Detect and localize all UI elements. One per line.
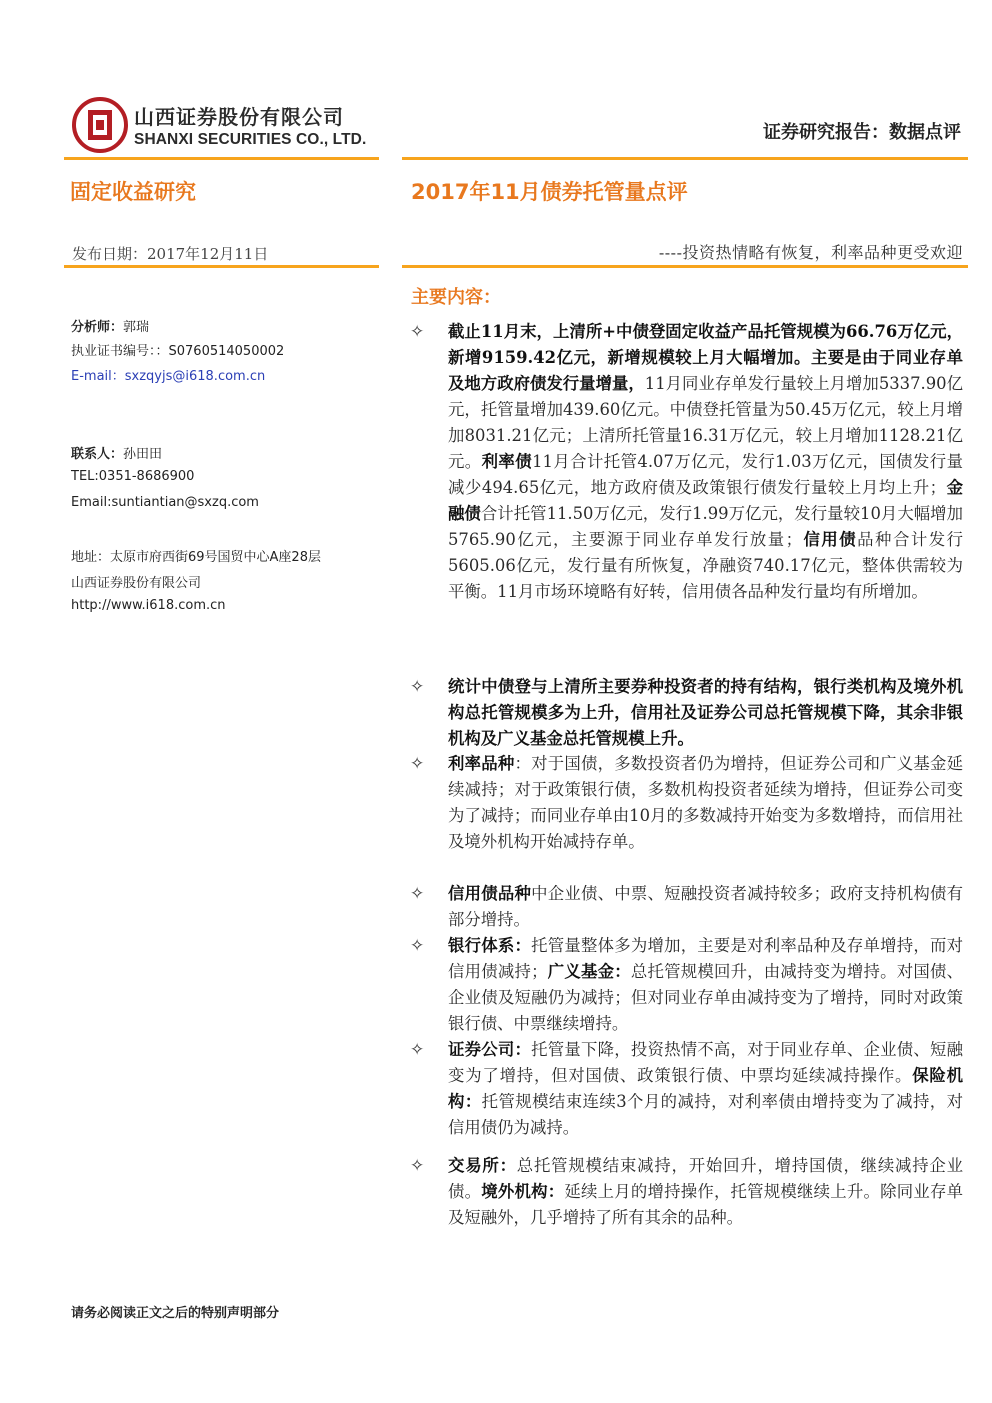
main-heading: 主要内容： (411, 287, 501, 308)
contact-line (71, 443, 162, 462)
bullet-text: 交易所：总托管规模结束减持，开始回升，增持国债，继续减持企业债。境外机构：延续上月的增持操作，托管规模继续上升。除同业存单及短融外，几乎增持了所有其余的品种。 (448, 1156, 964, 1227)
divider (64, 265, 379, 268)
contact-tel: TEL:0351-8686900 (71, 469, 195, 484)
list-item (410, 933, 963, 1037)
report-subtitle: ----投资热情略有恢复，利率品种更受欢迎 (658, 243, 963, 262)
publish-date: 发布日期：2017年12月11日 (72, 245, 269, 263)
company-name-small: 山西证券股份有限公司 (71, 576, 202, 591)
company-name-en: SHANXI SECURITIES CO., LTD. (134, 131, 367, 148)
diamond-bullet-icon: ✧ (410, 1040, 425, 1060)
disclaimer-note: 请务必阅读正文之后的特别声明部分 (71, 1306, 280, 1321)
analyst-name: 郭瑞 (123, 320, 150, 335)
contact-email[interactable]: Email:suntiantian@sxzq.com (71, 495, 259, 510)
bullet-text: 统计中债登与上清所主要券种投资者的持有结构，银行类机构及境外机构总托管规模多为上升，信用社及证券公司总托管规模下降，其余非银机构及广义基金总托管规模上升。 (448, 677, 963, 748)
bullet-text: 利率品种：对于国债，多数投资者仍为增持，但证券公司和广义基金延续减持；对于政策银行债，多数机构投资者延续为增持，但证券公司变为了减持；而同业存单由10月的多数减持开始变为多数增持，而信用社及境外机构开始减持存单。 (448, 754, 964, 851)
bullet-text: 信用债品种中企业债、中票、短融投资者减持较多；政府支持机构债有部分增持。 (448, 884, 964, 929)
analyst-label: 分析师： (71, 320, 124, 335)
analyst-email[interactable] (71, 365, 265, 384)
list-item (410, 674, 963, 754)
cert-number: ：S0760514050002 (155, 344, 285, 359)
website-link[interactable]: http://www.i618.com.cn (71, 598, 226, 613)
contact-name: 孙田田 (123, 447, 163, 462)
bullet-text: 银行体系：托管量整体多为增加，主要是对利率品种及存单增持，而对信用债减持；广义基金：总托管规模回升，由减持变为增持。对国债、企业债及短融仍为减持；但对同业存单由减持变为了增持，同时对政策银行债、中票继续增持。 (448, 936, 964, 1033)
section-title: 固定收益研究 (70, 180, 196, 204)
list-item (410, 751, 963, 881)
diamond-bullet-icon: ✧ (410, 936, 425, 956)
report-title: 2017年11月债券托管量点评 (411, 180, 688, 204)
diamond-bullet-icon: ✧ (410, 884, 425, 904)
contact-label: 联系人： (71, 447, 124, 462)
list-item (410, 1153, 963, 1233)
list-item (410, 1037, 963, 1141)
diamond-bullet-icon: ✧ (410, 754, 425, 774)
list-item (410, 319, 963, 659)
list-item (410, 881, 963, 933)
cert-label: 执业证书编号： (71, 344, 156, 359)
report-type: 证券研究报告：数据点评 (763, 122, 961, 143)
diamond-bullet-icon: ✧ (410, 322, 425, 342)
diamond-bullet-icon: ✧ (410, 677, 425, 697)
divider (402, 157, 968, 160)
bullet-text: 证券公司：托管量下降，投资热情不高，对于同业存单、企业债、短融变为了增持，但对国债、政策银行债、中票均延续减持操作。保险机构：托管规模结束连续3个月的减持，对利率债由增持变为了减持，对信用债仍为减持。 (448, 1040, 964, 1137)
email-value[interactable]: sxzqyjs@i618.com.cn (124, 369, 266, 384)
address: 地址：太原市府西街69号国贸中心A座28层 (71, 550, 321, 565)
diamond-bullet-icon: ✧ (410, 1156, 425, 1176)
email-label: E-mail： (71, 369, 125, 384)
bullet-text: 截止11月末，上清所+中债登固定收益产品托管规模为66.76万亿元，新增9159.42亿元，新增规模较上月大幅增加。主要是由于同业存单及地方政府债发行量增量，11月同业存单发行量较上月增加5337.90亿元，托管量增加439.60亿元。中债登托管量为50.45万亿元，较上月增加8031.21亿元；上清所托管量16.31万亿元，较上月增加1128.21亿元。利率债11月合计托管4.07万亿元，发行1.03万亿元，国债发行量减少494.65亿元，地方政府债及政策银行债发行量较上月均上升；金融债合计托管11.50万亿元，发行1.99万亿元，发行量较10月大幅增加5765.90亿元，主要源于同业存单发行放量；信用债品种合计发行5605.06亿元，发行量有所恢复，净融资740.17亿元，整体供需较为平衡。11月市场环境略有好转，信用债各品种发行量均有所增加。 (448, 322, 964, 601)
company-logo-icon (72, 97, 128, 153)
analyst-line (71, 316, 149, 335)
divider (64, 157, 379, 160)
divider (402, 265, 968, 268)
cert-line (71, 340, 284, 359)
company-name-cn: 山西证券股份有限公司 (134, 105, 344, 129)
